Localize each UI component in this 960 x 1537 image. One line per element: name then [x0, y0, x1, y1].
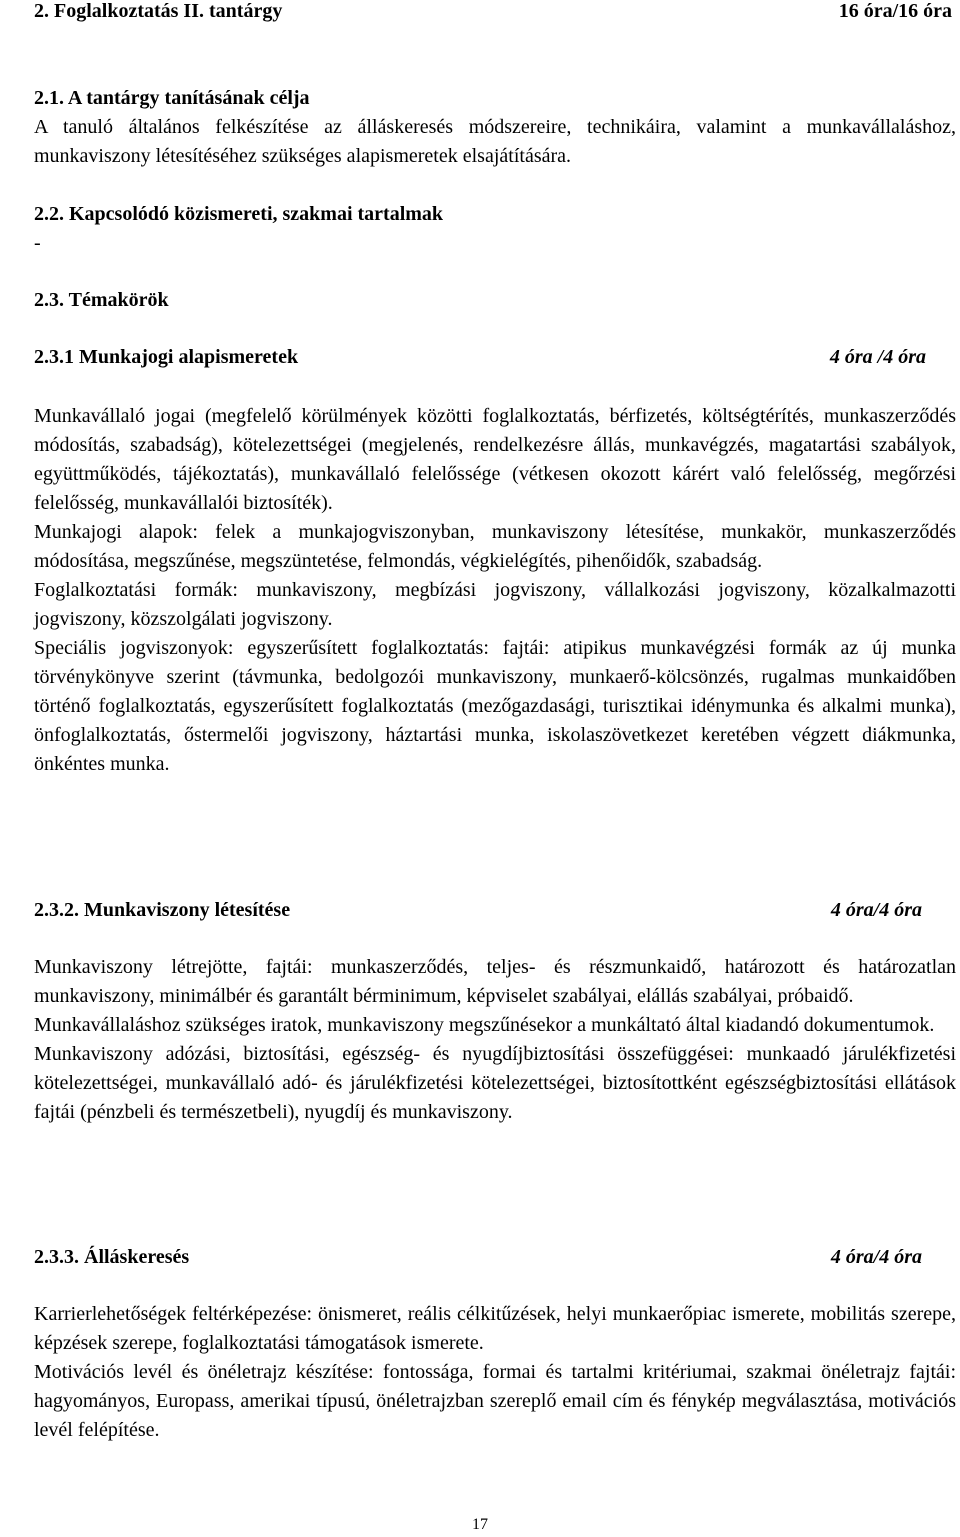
section-2-3-1-body [34, 402, 956, 779]
paragraph: Karrierlehetőségek feltérképezése: önismeret, reális célkitűzések, helyi munkaerőpiac ismerete, mobilitás szerepe, képzések szerepe, foglalkoztatási támogatások ismerete. [34, 1303, 956, 1354]
section-2-3-2-header [34, 896, 956, 925]
paragraph: Munkavállaláshoz szükséges iratok, munkaviszony megszűnésekor a munkáltató által kiadandó dokumentumok. [34, 1014, 935, 1036]
paragraph: Munkaviszony létrejötte, fajtái: munkaszerződés, teljes- és részmunkaidő, határozott és határozatlan munkaviszony, minimálbér és garantált bérminimum, képviselet szabályai, elállás szabályai, próbaidő. [34, 956, 956, 1007]
section-2-3-3-hours: 4 óra/4 óra [830, 1246, 922, 1268]
paragraph: Munkavállaló jogai (megfelelő körülmények közötti foglalkoztatás, bérfizetés, költségtérítés, munkaszerződés módosítás, szabadság), kötelezettségei (megjelenés, rendelkezésre állás, munkavégzés, magatartási szabályok, együttműködés, tájékoztatás), munkavállaló felelőssége (vétkesen okozott kárért való felelősség, megőrzési felelősség, munkavállalói biztosíték). [34, 405, 956, 514]
chapter-header [34, 0, 956, 26]
paragraph: Foglalkoztatási formák: munkaviszony, megbízási jogviszony, vállalkozási jogviszony, közalkalmazotti jogviszony, közszolgálati jogviszony. [34, 579, 956, 630]
section-2-3-3-heading: 2.3.3. Álláskeresés [34, 1246, 190, 1268]
section-2-3-3-header [34, 1243, 956, 1272]
chapter-hours: 16 óra/16 óra [838, 0, 952, 22]
section-2-1-heading: 2.1. A tantárgy tanításának célja [34, 87, 310, 109]
paragraph: Munkajogi alapok: felek a munkajogviszonyban, munkaviszony létesítése, munkakör, munkaszerződés módosítása, megszűnése, megszüntetése, felmondás, végkielégítés, pihenőidők, szabadság. [34, 521, 956, 572]
section-2-1-text: A tanuló általános felkészítése az álláskeresés módszereire, technikáira, valamint a munkavállaláshoz, munkaviszony létesítéséhez szükséges alapismeretek elsajátítására. [34, 116, 956, 167]
chapter-title: 2. Foglalkoztatás II. tantárgy [34, 0, 283, 22]
page-number: 17 [472, 1516, 488, 1533]
section-2-3-3-body [34, 1300, 956, 1445]
paragraph: Motivációs levél és önéletrajz készítése: fontossága, formai és tartalmi kritériumai, szakmai önéletrajz fajtái: hagyományos, Europass, amerikai típusú, önéletrajzban szereplő email cím és fénykép megválasztása, motivációs levél felépítése. [34, 1361, 956, 1441]
section-2-3-heading: 2.3. Témakörök [34, 289, 169, 311]
section-2-3-2-heading: 2.3.2. Munkaviszony létesítése [34, 899, 291, 921]
section-2-2-dash: - [34, 232, 41, 254]
section-2-2-heading: 2.2. Kapcsolódó közismereti, szakmai tartalmak [34, 203, 444, 225]
section-2-3-2-hours: 4 óra/4 óra [830, 899, 922, 921]
section-2-3-1-header [34, 343, 956, 372]
paragraph: Munkaviszony adózási, biztosítási, egészség- és nyugdíjbiztosítási összefüggései: munkaadó járulékfizetési kötelezettségei, munkavállaló adó- és járulékfizetési kötelezettségei, biztosítottként egészségbiztosítási ellátások fajtái (pénzbeli és természetbeli), nyugdíj és munkaviszony. [34, 1043, 956, 1123]
section-2-3-1-heading: 2.3.1 Munkajogi alapismeretek [34, 346, 299, 368]
paragraph: Speciális jogviszonyok: egyszerűsített foglalkoztatás: fajtái: atipikus munkavégzési formák az új munka törvénykönyve szerint (távmunka, bedolgozói munkaviszony, munkaerő-kölcsönzés, rugalmas munkaidőben történő foglalkoztatás, egyszerűsített foglalkoztatás (mezőgazdasági, turisztikai idénymunka és alkalmi munka), önfoglalkoztatás, őstermelői jogviszony, háztartási munka, iskolaszövetkezet keretében végzett diákmunka, önkéntes munka. [34, 637, 956, 775]
section-2-3-1-hours: 4 óra /4 óra [829, 346, 926, 368]
section-2-3-2-body [34, 953, 956, 1127]
